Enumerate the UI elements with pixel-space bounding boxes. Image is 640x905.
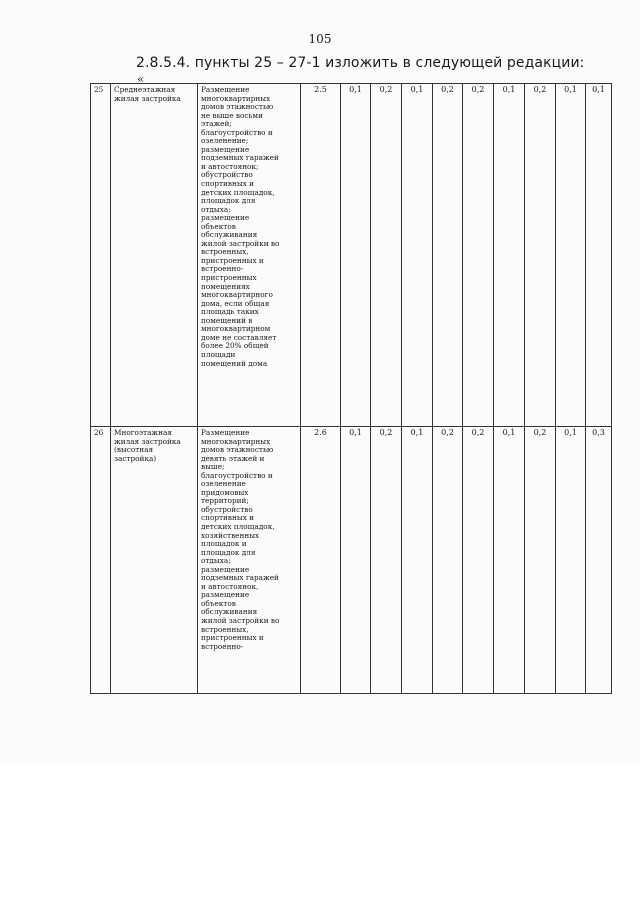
description-line: отдыха; [201,204,231,214]
coefficient-cell: 0,3 [586,427,612,694]
coefficient-cell: 0,1 [341,84,371,427]
description-line: площади [201,349,236,359]
description-line: и автостоянок; [201,161,259,171]
coefficient-cell: 0,2 [463,84,494,427]
description-line: пристроенных и [201,255,264,265]
description-line: доме не составляет [201,332,277,342]
description-line: и автостоянок, [201,581,259,591]
description-line: Размещение [201,85,250,94]
description-line: дома, если общая [201,298,270,308]
description-line: отдыха; [201,556,231,566]
use-description-cell [198,84,301,427]
coefficient-cell: 0,1 [494,427,525,694]
description-line: Размещение [201,428,250,437]
description-line: площадок для [201,547,256,557]
page-number: 105 [308,32,332,46]
description-line: не выше восьми [201,110,263,120]
use-type-name-cell: Многоэтажная жилая застройка (высотная застройка) [111,427,198,694]
description-line: площадок и [201,539,247,549]
description-line: многоквартирном [201,324,271,334]
description-line: пристроенных [201,273,257,283]
coefficient-cell: 0,1 [341,427,371,694]
description-line: пристроенных и [201,633,264,643]
description-line: территорий; [201,496,249,506]
description-line: встроенно- [201,641,244,651]
description-line: жилой застройки во [201,238,280,248]
description-line: размещение [201,213,250,223]
description-line: помещений дома [201,358,268,368]
use-type-name-cell: Среднеэтажная жилая застройка [111,84,198,427]
table-row [91,427,612,694]
description-line: объектов [201,221,236,231]
description-line: озеленение [201,479,246,489]
coefficient-cell: 0,1 [556,427,586,694]
coefficient-cell: 0,2 [525,427,556,694]
description-line: помещениях [201,281,250,291]
description-line: многоквартирных [201,93,271,103]
coefficient-cell: 0,2 [525,84,556,427]
description-line: подземных гаражей [201,153,279,163]
description-line: придомовых [201,487,249,497]
coefficient-cell: 0,2 [371,427,402,694]
description-line: обслуживания [201,230,258,240]
coefficient-cell: 0,2 [371,84,402,427]
coefficient-cell: 0,1 [402,427,433,694]
description-line: благоустройство и [201,127,273,137]
description-line: объектов [201,598,236,608]
description-line: размещение [201,144,250,154]
description-line: встроенных, [201,247,249,257]
land-use-table [90,83,612,694]
description-line: девять этажей и [201,453,265,463]
description-line: обустройство [201,504,253,514]
description-line: многоквартирного [201,290,273,300]
description-line: жилой застройки во [201,616,280,626]
coefficient-cell: 0,2 [433,427,463,694]
description-line: благоустройство и [201,470,273,480]
description-line: размещение [201,564,250,574]
coefficient-cell: 0,1 [586,84,612,427]
description-line: размещение [201,590,250,600]
description-line: спортивных и [201,179,254,189]
description-line: домов этажностью [201,102,274,112]
table-body [91,84,612,694]
coefficient-cell: 0,1 [402,84,433,427]
description-line: более 20% общей [201,341,269,351]
coefficient-cell: 0,2 [433,84,463,427]
description-line: обслуживания [201,607,258,617]
classifier-code-cell: 2.6 [301,427,341,694]
description-line: выше; [201,462,225,472]
coefficient-cell: 0,2 [463,427,494,694]
description-line: подземных гаражей [201,573,279,583]
description-line: домов этажностью [201,445,274,455]
description-line: этажей; [201,119,232,129]
description-line: хозяйственных [201,530,260,540]
classifier-code-cell: 2.5 [301,84,341,427]
table-row [91,84,612,427]
description-line: детских площадок, [201,187,275,197]
coefficient-cell: 0,1 [556,84,586,427]
row-number-cell: 25 [91,84,111,427]
coefficient-cell: 0,1 [494,84,525,427]
opening-quote-mark: « [137,72,145,86]
description-line: обустройство [201,170,253,180]
description-line: многоквартирных [201,436,271,446]
description-line: детских площадок, [201,522,275,532]
row-number-cell: 26 [91,427,111,694]
use-description-cell [198,427,301,694]
description-line: помещений в [201,315,253,325]
description-line: площадок для [201,196,256,206]
section-heading: 2.8.5.4. пункты 25 – 27-1 изложить в следующей редакции: [136,55,585,71]
description-line: озеленение; [201,136,249,146]
description-line: площадь таких [201,307,259,317]
description-line: встроенных, [201,624,249,634]
description-line: спортивных и [201,513,254,523]
description-line: встроенно- [201,264,244,274]
